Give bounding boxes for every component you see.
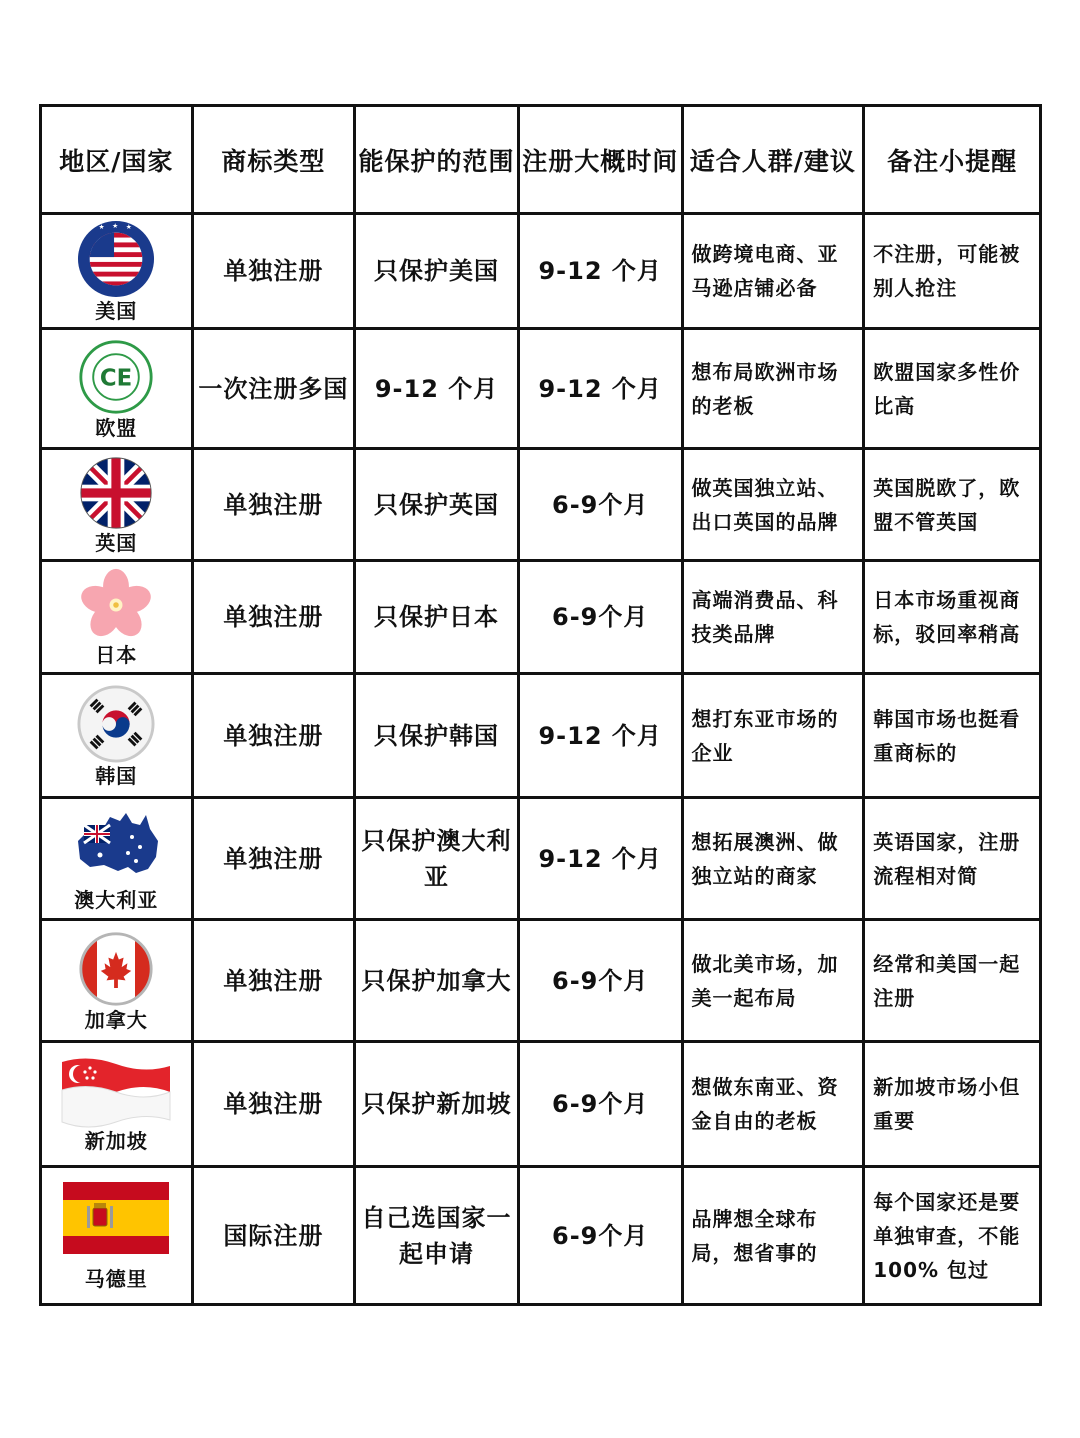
- header-type: 商标类型: [192, 106, 355, 214]
- note-cell: 英语国家，注册流程相对简: [864, 798, 1041, 920]
- audience-cell: 品牌想全球布局，想省事的: [682, 1167, 864, 1305]
- audience-cell: 想拓展澳洲、做独立站的商家: [682, 798, 864, 920]
- type-cell: 单独注册: [192, 561, 355, 674]
- type-cell: 单独注册: [192, 674, 355, 798]
- region-cell: [41, 798, 193, 920]
- header-note: 备注小提醒: [864, 106, 1041, 214]
- type-cell: 单独注册: [192, 798, 355, 920]
- time-cell: 6-9个月: [518, 561, 682, 674]
- scope-cell: 只保护日本: [355, 561, 519, 674]
- type-cell: 一次注册多国: [192, 329, 355, 449]
- korea-flag-icon: [77, 685, 155, 763]
- table-row: [41, 449, 1041, 561]
- audience-cell: 做北美市场，加美一起布局: [682, 920, 864, 1042]
- svg-text:★: ★: [112, 221, 119, 230]
- country-name: 美国: [95, 299, 138, 323]
- header-audience: 适合人群/建议: [682, 106, 864, 214]
- header-region: 地区/国家: [41, 106, 193, 214]
- time-cell: 9-12 个月: [518, 674, 682, 798]
- audience-cell: 做跨境电商、亚马逊店铺必备: [682, 214, 864, 329]
- time-cell: 6-9个月: [518, 449, 682, 561]
- audience-cell: 想做东南亚、资金自由的老板: [682, 1042, 864, 1167]
- scope-cell: 自己选国家一起申请: [355, 1167, 519, 1305]
- svg-text:★: ★: [126, 222, 133, 231]
- time-cell: 9-12 个月: [518, 329, 682, 449]
- header-time: 注册大概时间: [518, 106, 682, 214]
- table-row: [41, 674, 1041, 798]
- canada-flag-icon: [78, 931, 154, 1007]
- header-scope: 能保护的范围: [355, 106, 519, 214]
- time-cell: 6-9个月: [518, 1042, 682, 1167]
- table-row: [41, 329, 1041, 449]
- note-cell: 经常和美国一起注册: [864, 920, 1041, 1042]
- region-cell: [41, 214, 193, 329]
- time-cell: 6-9个月: [518, 1167, 682, 1305]
- note-cell: 不注册，可能被别人抢注: [864, 214, 1041, 329]
- note-cell: 欧盟国家多性价比高: [864, 329, 1041, 449]
- scope-cell: 只保护美国: [355, 214, 519, 329]
- scope-cell: 只保护加拿大: [355, 920, 519, 1042]
- svg-text:★: ★: [98, 222, 105, 231]
- audience-cell: 想布局欧洲市场的老板: [682, 329, 864, 449]
- type-cell: 单独注册: [192, 1042, 355, 1167]
- scope-cell: 只保护澳大利亚: [355, 798, 519, 920]
- country-name: 日本: [95, 643, 138, 667]
- scope-cell: 只保护韩国: [355, 674, 519, 798]
- region-cell: [41, 1167, 193, 1305]
- spain-flag-icon: [63, 1182, 169, 1254]
- type-cell: 国际注册: [192, 1167, 355, 1305]
- region-cell: [41, 449, 193, 561]
- ce-mark-text: CE: [100, 365, 133, 392]
- note-cell: 日本市场重视商标，驳回率稍高: [864, 561, 1041, 674]
- audience-cell: 做英国独立站、出口英国的品牌: [682, 449, 864, 561]
- time-cell: 9-12 个月: [518, 798, 682, 920]
- region-cell: [41, 561, 193, 674]
- ce-mark-icon: [78, 339, 154, 415]
- country-name: 新加坡: [84, 1129, 148, 1153]
- singapore-flag-icon: [58, 1056, 174, 1128]
- usa-flag-icon: [77, 220, 155, 298]
- time-cell: 6-9个月: [518, 920, 682, 1042]
- country-name: 澳大利亚: [74, 887, 159, 912]
- scope-cell: 9-12 个月: [355, 329, 519, 449]
- type-cell: 单独注册: [192, 449, 355, 561]
- audience-cell: 想打东亚市场的企业: [682, 674, 864, 798]
- table-row: [41, 561, 1041, 674]
- note-cell: 英国脱欧了，欧盟不管英国: [864, 449, 1041, 561]
- audience-cell: 高端消费品、科技类品牌: [682, 561, 864, 674]
- note-cell: 新加坡市场小但重要: [864, 1042, 1041, 1167]
- region-cell: [41, 674, 193, 798]
- country-name: 欧盟: [95, 415, 138, 440]
- table-row: [41, 214, 1041, 329]
- type-cell: 单独注册: [192, 214, 355, 329]
- country-name: 英国: [95, 530, 138, 555]
- scope-cell: 只保护新加坡: [355, 1042, 519, 1167]
- uk-flag-icon: [79, 456, 153, 530]
- trademark-table: [39, 104, 1042, 1306]
- region-cell: [41, 920, 193, 1042]
- table-row: [41, 1167, 1041, 1305]
- sakura-icon: [79, 568, 153, 642]
- country-name: 加拿大: [84, 1007, 148, 1032]
- type-cell: 单独注册: [192, 920, 355, 1042]
- region-cell: [41, 1042, 193, 1167]
- country-name: 韩国: [95, 763, 138, 788]
- note-cell: 韩国市场也挺看重商标的: [864, 674, 1041, 798]
- australia-map-icon: [70, 807, 162, 887]
- table-row: [41, 798, 1041, 920]
- scope-cell: 只保护英国: [355, 449, 519, 561]
- table-header-row: [41, 106, 1041, 214]
- table-row: [41, 1042, 1041, 1167]
- country-name: 马德里: [84, 1266, 148, 1291]
- table-row: [41, 920, 1041, 1042]
- note-cell: 每个国家还是要单独审查，不能100% 包过: [864, 1167, 1041, 1305]
- time-cell: 9-12 个月: [518, 214, 682, 329]
- region-cell: [41, 329, 193, 449]
